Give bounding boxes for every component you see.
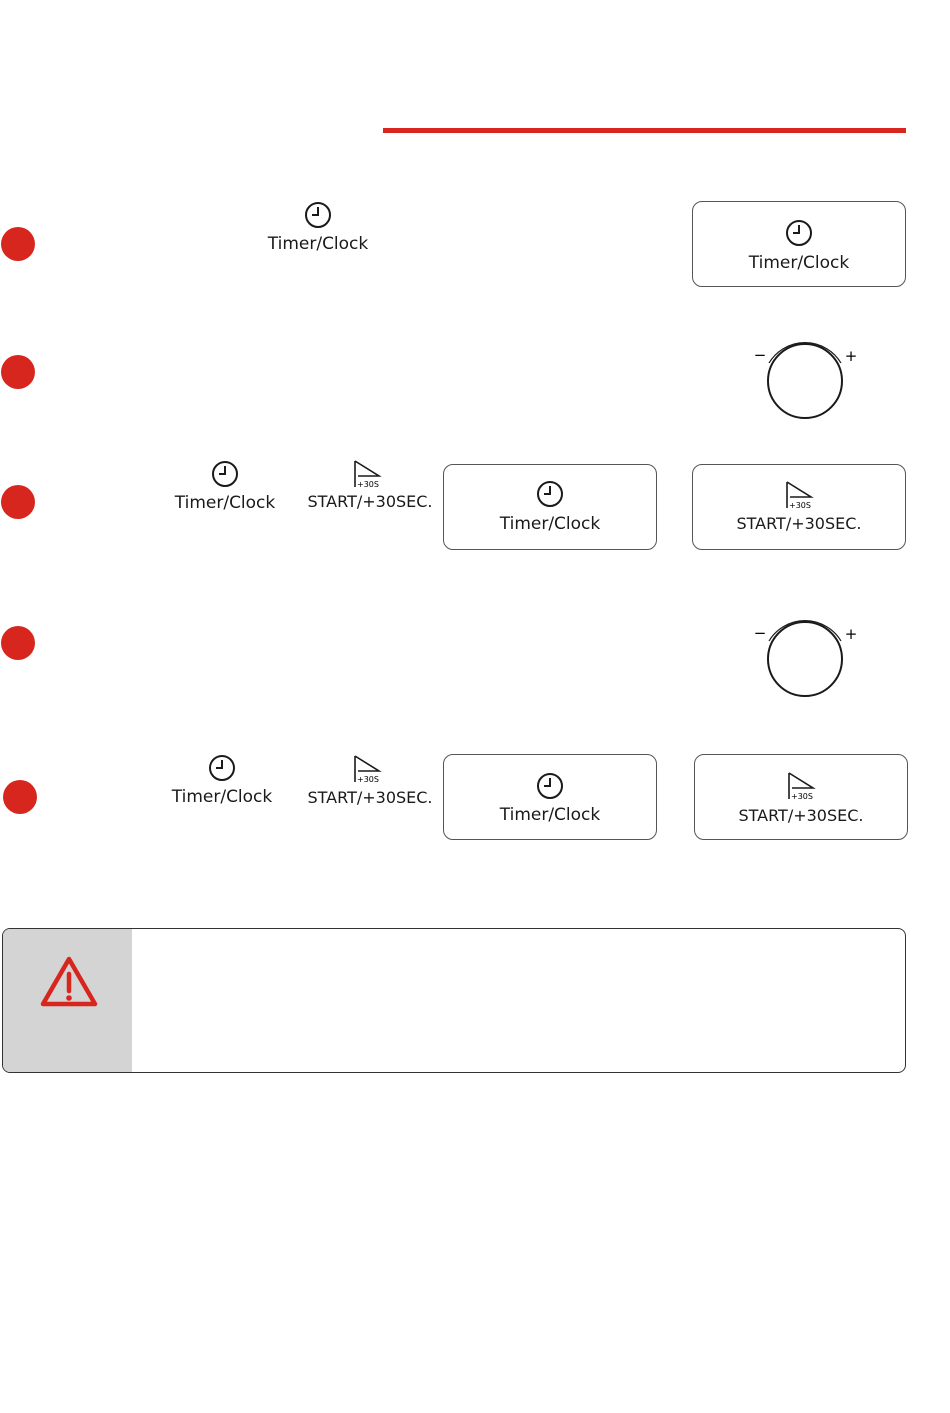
timer-clock-button-label: Timer/Clock bbox=[499, 805, 601, 825]
inline-timer-clock-label: Timer/Clock bbox=[174, 493, 276, 513]
start-icon-badge: +30S bbox=[357, 775, 379, 784]
clock-icon bbox=[536, 480, 564, 508]
step-2-marker bbox=[1, 355, 35, 389]
start-30sec-button-label: START/+30SEC. bbox=[738, 806, 864, 825]
dial-minus-label: − bbox=[753, 346, 767, 364]
start-icon-badge: +30S bbox=[357, 480, 379, 489]
dial-knob[interactable] bbox=[750, 330, 860, 422]
timer-clock-button-label: Timer/Clock bbox=[499, 514, 601, 534]
start-play-icon bbox=[784, 480, 814, 510]
start-30sec-button[interactable] bbox=[692, 464, 906, 550]
warning-sidebar bbox=[3, 929, 132, 1072]
step-5-marker bbox=[3, 780, 37, 814]
start-30sec-button[interactable] bbox=[694, 754, 908, 840]
clock-icon bbox=[785, 219, 813, 247]
timer-clock-button[interactable] bbox=[692, 201, 906, 287]
start-play-icon bbox=[352, 754, 382, 784]
start-30sec-button-label: START/+30SEC. bbox=[736, 514, 862, 533]
inline-start-label: START/+30SEC. bbox=[307, 492, 433, 511]
start-icon-badge: +30S bbox=[789, 501, 811, 510]
dial-plus-label: + bbox=[844, 347, 858, 365]
timer-clock-button[interactable] bbox=[443, 464, 657, 550]
start-play-icon bbox=[786, 771, 816, 801]
inline-timer-clock-label: Timer/Clock bbox=[171, 787, 273, 807]
dial-minus-label: − bbox=[753, 624, 767, 642]
dial-plus-label: + bbox=[844, 625, 858, 643]
clock-icon bbox=[211, 460, 239, 488]
warning-icon bbox=[39, 955, 99, 1009]
step-4-marker bbox=[1, 626, 35, 660]
timer-clock-button-label: Timer/Clock bbox=[748, 253, 850, 273]
header-rule bbox=[383, 128, 906, 133]
step-1-marker bbox=[1, 227, 35, 261]
clock-icon bbox=[536, 772, 564, 800]
start-icon-badge: +30S bbox=[791, 792, 813, 801]
start-play-icon bbox=[352, 459, 382, 489]
dial-knob[interactable] bbox=[750, 608, 860, 700]
inline-timer-clock-label: Timer/Clock bbox=[267, 234, 369, 254]
step-3-marker bbox=[1, 485, 35, 519]
clock-icon bbox=[208, 754, 236, 782]
timer-clock-button[interactable] bbox=[443, 754, 657, 840]
warning-box bbox=[2, 928, 906, 1073]
inline-start-label: START/+30SEC. bbox=[307, 788, 433, 807]
clock-icon bbox=[304, 201, 332, 229]
